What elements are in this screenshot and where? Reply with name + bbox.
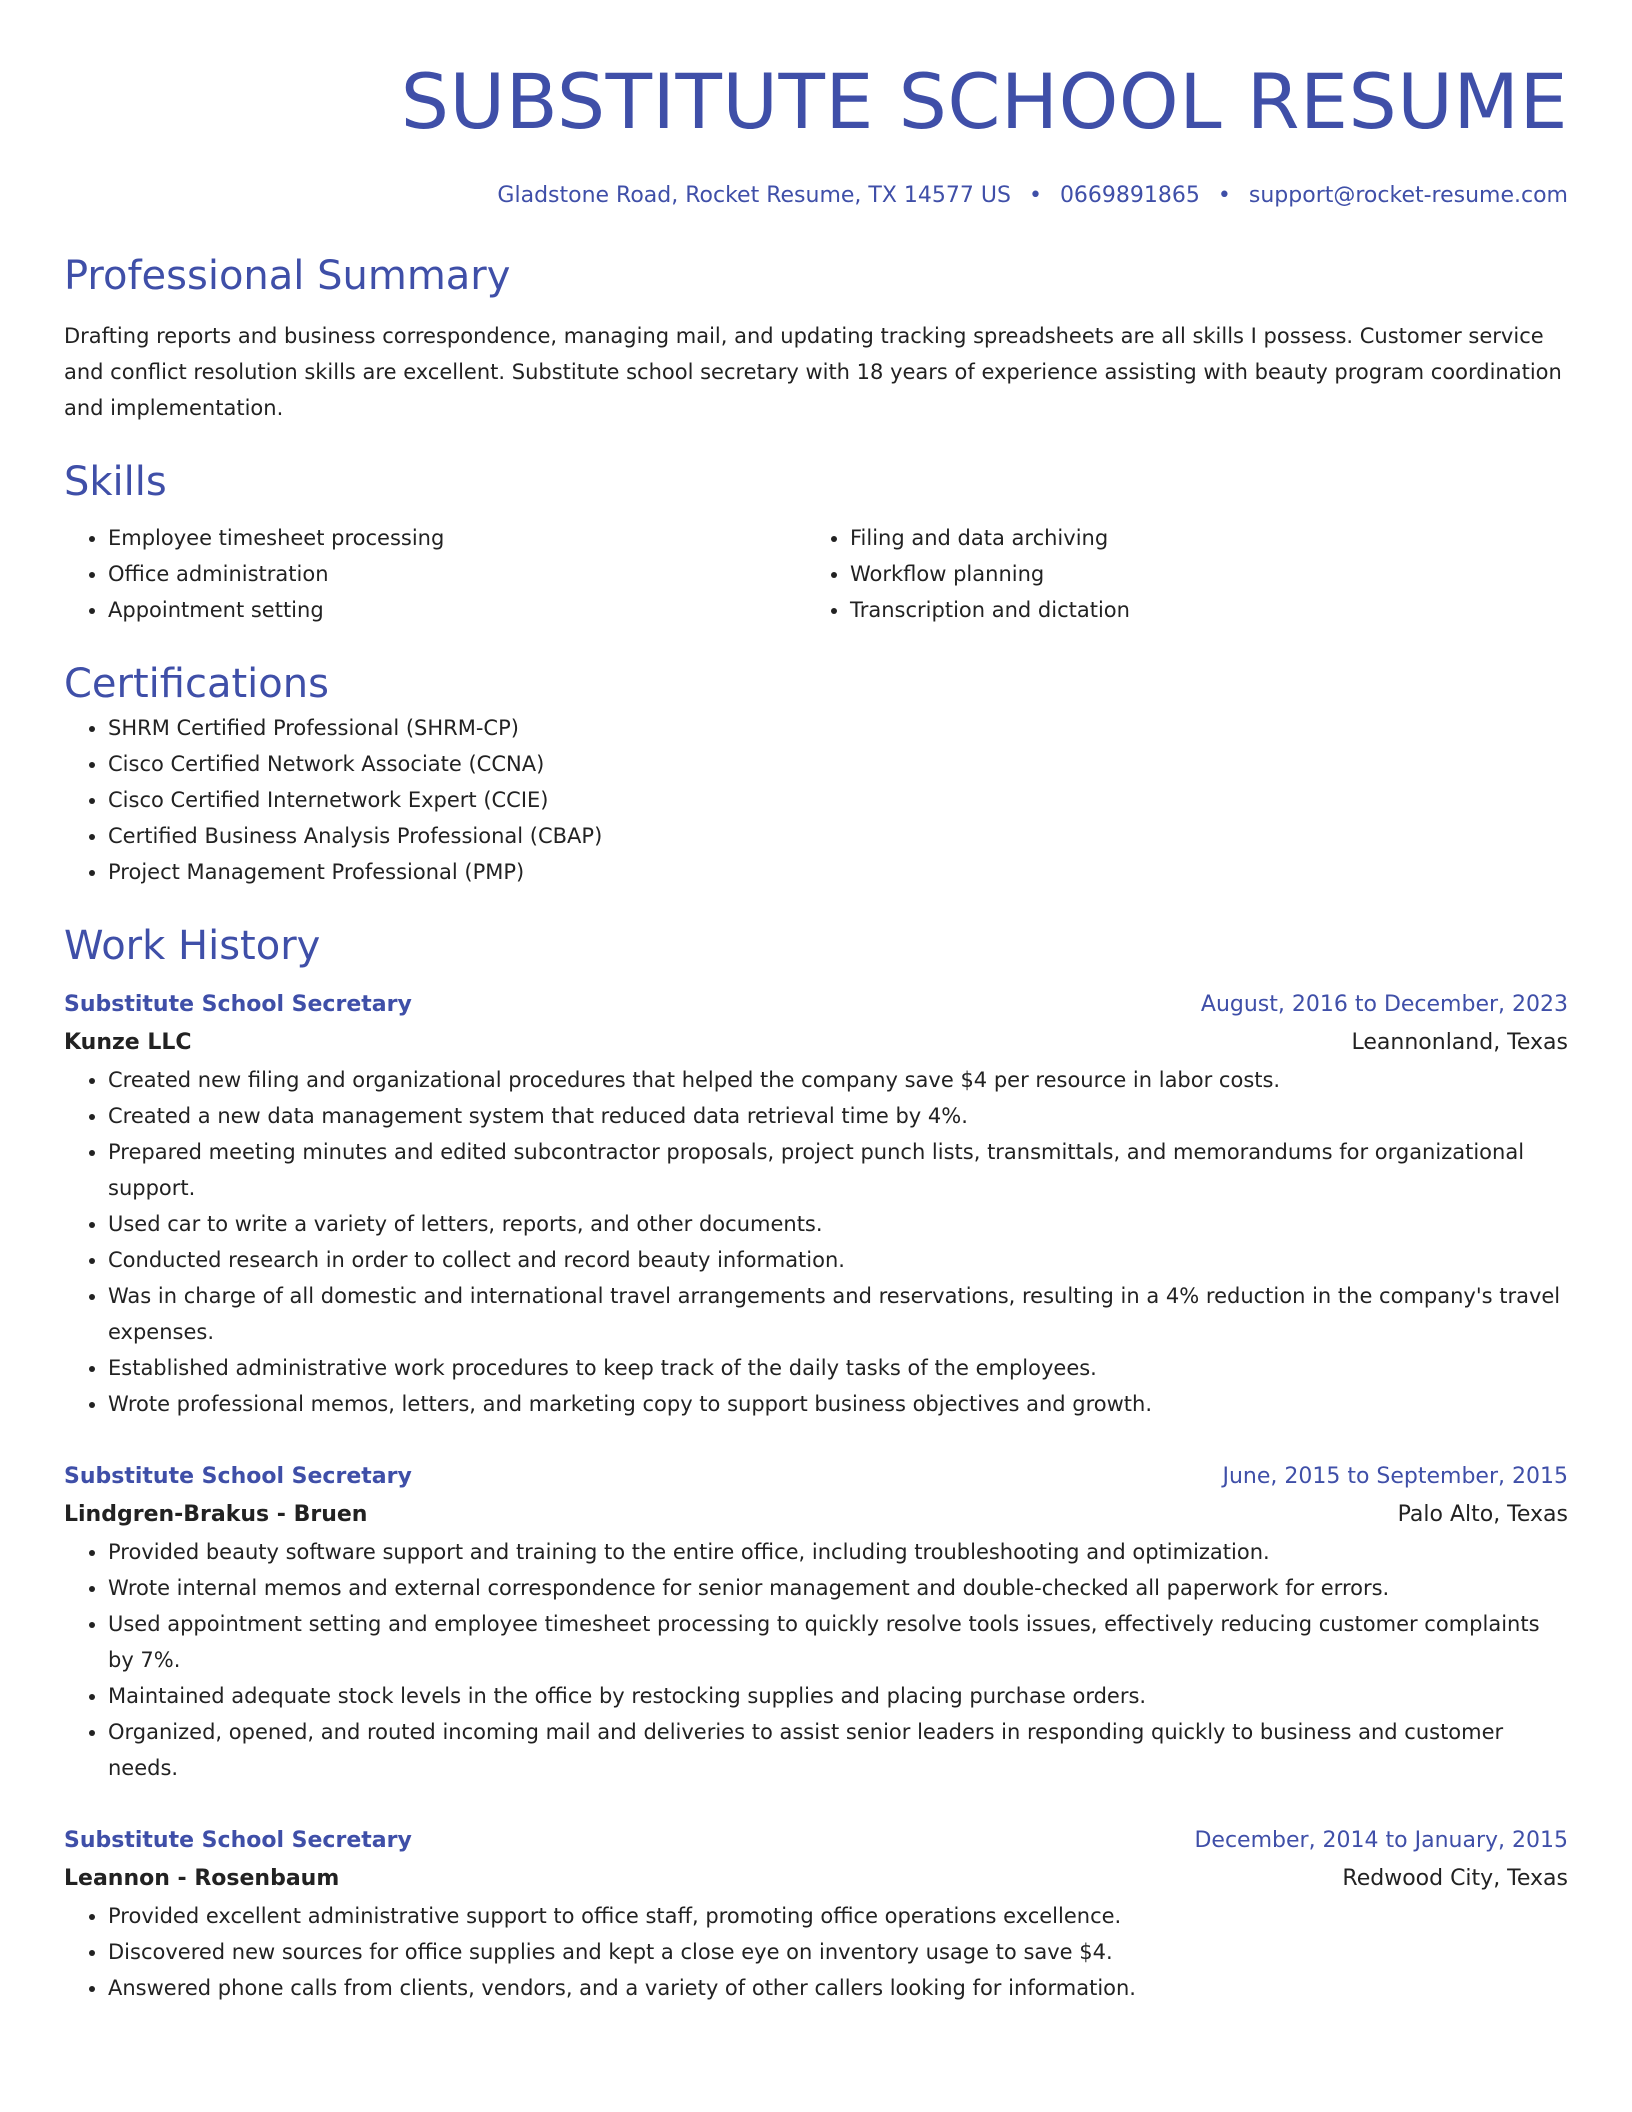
job-bullet: • Answered phone calls from clients, vendors, and a variety of other callers looking for information. bbox=[108, 1970, 1568, 2006]
certifications-list bbox=[64, 710, 1568, 890]
skills-heading: Skills bbox=[64, 459, 167, 505]
skill-item: • Appointment setting bbox=[108, 592, 806, 628]
job-bullets bbox=[64, 1898, 1568, 2006]
contact-phone: 0669891865 bbox=[1059, 183, 1200, 208]
job-bullet: • Created a new data management system that reduced data retrieval time by 4%. bbox=[108, 1098, 1568, 1134]
job-company-row bbox=[64, 1496, 1568, 1534]
job-bullet: • Organized, opened, and routed incoming mail and deliveries to assist senior leaders in responding quickly to business and customer needs. bbox=[108, 1714, 1568, 1786]
job-bullet: • Conducted research in order to collect and record beauty information. bbox=[108, 1242, 1568, 1278]
job-company: Leannon - Rosenbaum bbox=[64, 1866, 340, 1891]
job-entry bbox=[64, 1822, 1568, 2006]
skill-item: • Employee timesheet processing bbox=[108, 520, 806, 556]
job-title-row bbox=[64, 1822, 1568, 1860]
certification-item: • Cisco Certified Internetwork Expert (CCIE) bbox=[108, 782, 1568, 818]
job-role: Substitute School Secretary bbox=[64, 1464, 412, 1489]
skills-column-right bbox=[806, 520, 1548, 628]
skills-grid bbox=[64, 520, 1568, 628]
job-company-row bbox=[64, 1024, 1568, 1062]
resume-title: SUBSTITUTE SCHOOL RESUME bbox=[400, 57, 1568, 146]
job-bullet: • Was in charge of all domestic and international travel arrangements and reservations, resulting in a 4% reduction in the company's travel expenses. bbox=[108, 1278, 1568, 1350]
resume-header bbox=[64, 0, 1568, 212]
job-company: Kunze LLC bbox=[64, 1030, 192, 1055]
skill-item: • Transcription and dictation bbox=[850, 592, 1548, 628]
job-dates: August, 2016 to December, 2023 bbox=[1200, 992, 1568, 1017]
contact-line bbox=[64, 180, 1568, 212]
skill-item: • Workflow planning bbox=[850, 556, 1548, 592]
job-bullets bbox=[64, 1534, 1568, 1786]
job-bullet: • Prepared meeting minutes and edited subcontractor proposals, project punch lists, transmittals, and memorandums for organizational support. bbox=[108, 1134, 1568, 1206]
certification-item: • SHRM Certified Professional (SHRM-CP) bbox=[108, 710, 1568, 746]
job-bullet: • Created new filing and organizational procedures that helped the company save $4 per resource in labor costs. bbox=[108, 1062, 1568, 1098]
job-entry bbox=[64, 986, 1568, 1422]
job-title-row bbox=[64, 1458, 1568, 1496]
contact-separator: • bbox=[1217, 183, 1231, 208]
job-role: Substitute School Secretary bbox=[64, 992, 412, 1017]
skill-item: • Filing and data archiving bbox=[850, 520, 1548, 556]
job-bullet: • Wrote professional memos, letters, and marketing copy to support business objectives and growth. bbox=[108, 1386, 1568, 1422]
job-bullet: • Maintained adequate stock levels in the office by restocking supplies and placing purchase orders. bbox=[108, 1678, 1568, 1714]
job-bullet: • Provided beauty software support and training to the entire office, including troubleshooting and optimization. bbox=[108, 1534, 1568, 1570]
summary-heading: Professional Summary bbox=[64, 253, 511, 299]
job-dates: June, 2015 to September, 2015 bbox=[1222, 1464, 1568, 1489]
job-bullet: • Wrote internal memos and external correspondence for senior management and double-checked all paperwork for errors. bbox=[108, 1570, 1568, 1606]
job-bullet: • Used car to write a variety of letters, reports, and other documents. bbox=[108, 1206, 1568, 1242]
summary-text: Drafting reports and business correspondence, managing mail, and updating tracking spreadsheets are all skills I possess. Customer service and conflict resolution skills are excellent. Substitute school secretary with 18 years of experience assisting with beauty program coordination and implementation. bbox=[64, 324, 1562, 420]
skills-list-left bbox=[64, 520, 806, 628]
job-bullet: • Used appointment setting and employee timesheet processing to quickly resolve tools issues, effectively reducing customer complaints by 7%. bbox=[108, 1606, 1568, 1678]
certification-item: • Certified Business Analysis Professional (CBAP) bbox=[108, 818, 1568, 854]
contact-email[interactable]: support@rocket-resume.com bbox=[1248, 183, 1568, 208]
job-location: Palo Alto, Texas bbox=[1397, 1502, 1568, 1527]
job-role: Substitute School Secretary bbox=[64, 1828, 412, 1853]
job-entry bbox=[64, 1458, 1568, 1786]
job-dates: December, 2014 to January, 2015 bbox=[1194, 1828, 1568, 1853]
job-bullet: • Established administrative work procedures to keep track of the daily tasks of the employees. bbox=[108, 1350, 1568, 1386]
skill-item: • Office administration bbox=[108, 556, 806, 592]
certifications-heading: Certifications bbox=[64, 661, 329, 707]
job-location: Leannonland, Texas bbox=[1351, 1030, 1568, 1055]
job-bullets bbox=[64, 1062, 1568, 1422]
skills-column-left bbox=[64, 520, 806, 628]
job-location: Redwood City, Texas bbox=[1342, 1866, 1568, 1891]
resume-page bbox=[64, 0, 1568, 2006]
job-bullet: • Discovered new sources for office supplies and kept a close eye on inventory usage to save $4. bbox=[108, 1934, 1568, 1970]
job-company: Lindgren-Brakus - Bruen bbox=[64, 1502, 368, 1527]
job-bullet: • Provided excellent administrative support to office staff, promoting office operations excellence. bbox=[108, 1898, 1568, 1934]
work-history-heading: Work History bbox=[64, 923, 321, 969]
certification-item: • Project Management Professional (PMP) bbox=[108, 854, 1568, 890]
contact-address: Gladstone Road, Rocket Resume, TX 14577 US bbox=[497, 183, 1011, 208]
skills-list-right bbox=[806, 520, 1548, 628]
certification-item: • Cisco Certified Network Associate (CCNA) bbox=[108, 746, 1568, 782]
job-company-row bbox=[64, 1860, 1568, 1898]
contact-separator: • bbox=[1028, 183, 1042, 208]
job-title-row bbox=[64, 986, 1568, 1024]
